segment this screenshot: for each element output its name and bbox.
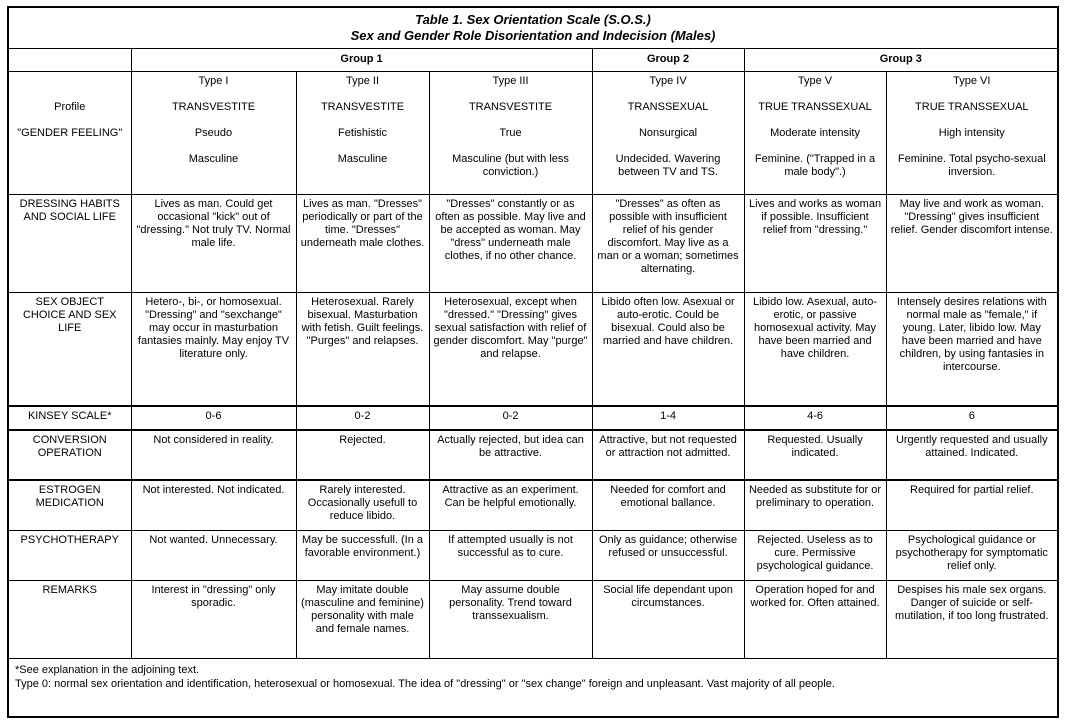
table-cell: Not wanted. Unnecessary.	[131, 530, 296, 580]
table-cell: May assume double personality. Trend toward transsexualism.	[429, 580, 592, 658]
gender-feeling-label-line: "GENDER FEELING"	[17, 126, 123, 139]
table-cell: "Dresses" as often as possible with insufficient relief of his gender discomfort. May live as a man or a woman; sometimes alternating.	[592, 194, 744, 292]
table-title	[9, 8, 1057, 49]
row-label: KINSEY SCALE*	[9, 406, 131, 430]
table-cell: May be successfull. (In a favorable environment.)	[296, 530, 429, 580]
group-2-header: Group 2	[592, 49, 744, 71]
table-cell: Rejected. Useless as to cure. Permissive psychological guidance.	[744, 530, 886, 580]
table-cell: Attractive as an experiment. Can be helpful emotionally.	[429, 480, 592, 530]
table-cell: Attractive, but not requested or attraction not admitted.	[592, 430, 744, 480]
type-category: TRANSVESTITE	[468, 100, 553, 113]
table-cell: Required for partial relief.	[886, 480, 1057, 530]
table-cell: Urgently requested and usually attained. Indicated.	[886, 430, 1057, 480]
table-cell: Rarely interested. Occasionally usefull to reduce libido.	[296, 480, 429, 530]
table-cell: Social life dependant upon circumstances.	[592, 580, 744, 658]
type-name: Type II	[345, 74, 380, 87]
table-cell: May imitate double (masculine and feminine) personality with male and female names.	[296, 580, 429, 658]
type-header-cell	[744, 71, 886, 194]
type-category: TRANSVESTITE	[171, 100, 256, 113]
type-category: TRUE TRANSSEXUAL	[915, 100, 1029, 113]
row-label: DRESSING HABITS AND SOCIAL LIFE	[9, 194, 131, 292]
table-cell: Requested. Usually indicated.	[744, 430, 886, 480]
type-feeling: Feminine. Total psycho-sexual inversion.	[897, 152, 1046, 178]
type-name: Type IV	[649, 74, 687, 87]
group-3-header: Group 3	[744, 49, 1057, 71]
table-row	[9, 292, 1057, 406]
table-row	[9, 194, 1057, 292]
table-cell: Intensely desires relations with normal male as "female," if young. Later, libido low. May have been married and have children, by using fantasies in intercourse.	[886, 292, 1057, 406]
type-variant: Pseudo	[194, 126, 233, 139]
table-cell: Not interested. Not indicated.	[131, 480, 296, 530]
type-category: TRUE TRANSSEXUAL	[758, 100, 872, 113]
table-cell: 0-2	[429, 406, 592, 430]
table-cell: Lives as man. Could get occasional "kick" out of "dressing." Not truly TV. Normal male life.	[131, 194, 296, 292]
type-feeling: Feminine. ("Trapped in a male body".)	[754, 152, 876, 178]
type-variant: Fetishistic	[338, 126, 387, 139]
type-header-cell	[131, 71, 296, 194]
table-cell: Lives as man. "Dresses" periodically or part of the time. "Dresses" underneath male clothes.	[296, 194, 429, 292]
row-label: ESTROGEN MEDICATION	[9, 480, 131, 530]
table-cell: Libido low. Asexual, auto-erotic, or passive homosexual activity. May have been married and have children.	[744, 292, 886, 406]
table-cell: Heterosexual. Rarely bisexual. Masturbation with fetish. Guilt feelings. "Purges" and relapses.	[296, 292, 429, 406]
type-feeling: Masculine	[188, 152, 239, 165]
table-cell: 0-6	[131, 406, 296, 430]
profile-label-line: Profile	[54, 100, 86, 113]
row-label: SEX OBJECT CHOICE AND SEX LIFE	[9, 292, 131, 406]
table-cell: Interest in "dressing" only sporadic.	[131, 580, 296, 658]
table-row	[9, 480, 1057, 530]
profile-row-label	[9, 71, 131, 194]
type-variant: High intensity	[938, 126, 1005, 139]
type-name: Type III	[492, 74, 529, 87]
table-cell: Only as guidance; otherwise refused or unsuccessful.	[592, 530, 744, 580]
footnotes	[9, 659, 1057, 717]
table-cell: Actually rejected, but idea can be attractive.	[429, 430, 592, 480]
row-label: REMARKS	[9, 580, 131, 658]
table-cell: Heterosexual, except when "dressed." "Dressing" gives sexual satisfaction with relief of gender discomfort. May "purge" and relapse.	[429, 292, 592, 406]
type-header-cell	[296, 71, 429, 194]
footnote-asterisk: *See explanation in the adjoining text.	[15, 663, 200, 676]
type-category: TRANSSEXUAL	[627, 100, 709, 113]
table-cell: Psychological guidance or psychotherapy for symptomatic relief only.	[886, 530, 1057, 580]
table-cell: 1-4	[592, 406, 744, 430]
table-cell: Needed as substitute for or preliminary to operation.	[744, 480, 886, 530]
type-name: Type VI	[953, 74, 991, 87]
type-name: Type V	[797, 74, 833, 87]
group-header-row	[9, 49, 1057, 71]
table-cell: 0-2	[296, 406, 429, 430]
table-row	[9, 580, 1057, 658]
table-cell: Lives and works as woman if possible. Insufficient relief from "dressing."	[744, 194, 886, 292]
table-row	[9, 530, 1057, 580]
type-feeling: Undecided. Wavering between TV and TS.	[615, 152, 721, 178]
type-feeling: Masculine	[337, 152, 388, 165]
type-header-cell	[429, 71, 592, 194]
table-title-line2: Sex and Gender Role Disorientation and Indecision (Males)	[350, 28, 716, 43]
type-feeling: Masculine (but with less conviction.)	[452, 152, 569, 178]
type-header-row	[9, 71, 1057, 194]
corner-cell	[9, 49, 131, 71]
table-row	[9, 406, 1057, 430]
row-label: CONVERSION OPERATION	[9, 430, 131, 480]
type-header-cell	[592, 71, 744, 194]
table-cell: Rejected.	[296, 430, 429, 480]
table-cell: "Dresses" constantly or as often as possible. May live and be accepted as woman. May "dress" underneath male clothes, if no other chance.	[429, 194, 592, 292]
type-variant: Nonsurgical	[638, 126, 698, 139]
table-frame	[7, 6, 1059, 718]
table-cell: May live and work as woman. "Dressing" gives insufficient relief. Gender discomfort intense.	[886, 194, 1057, 292]
table-cell: Needed for comfort and emotional ballance.	[592, 480, 744, 530]
type-category: TRANSVESTITE	[320, 100, 405, 113]
type-variant: True	[499, 126, 522, 139]
table-cell: Libido often low. Asexual or auto-erotic. Could be bisexual. Could also be married and have children.	[592, 292, 744, 406]
footnote-type0: Type 0: normal sex orientation and identification, heterosexual or homosexual. The idea of "dressing" or "sex change" foreign and unpleasant. Vast majority of all people.	[15, 677, 835, 690]
table-row	[9, 430, 1057, 480]
table-cell: 4-6	[744, 406, 886, 430]
group-1-header: Group 1	[131, 49, 592, 71]
table-cell: Hetero-, bi-, or homosexual. "Dressing" and "sexchange" may occur in masturbation fantasies mainly. May enjoy TV literature only.	[131, 292, 296, 406]
table-title-line1: Table 1. Sex Orientation Scale (S.O.S.)	[415, 12, 651, 27]
table-cell: 6	[886, 406, 1057, 430]
table-cell: Despises his male sex organs. Danger of suicide or self-mutilation, if too long frustrated.	[886, 580, 1057, 658]
table-cell: Operation hoped for and worked for. Often attained.	[744, 580, 886, 658]
sos-table	[9, 49, 1057, 659]
table-cell: If attempted usually is not successful as to cure.	[429, 530, 592, 580]
table-cell: Not considered in reality.	[131, 430, 296, 480]
type-variant: Moderate intensity	[770, 126, 860, 139]
type-header-cell	[886, 71, 1057, 194]
type-name: Type I	[198, 74, 229, 87]
row-label: PSYCHOTHERAPY	[9, 530, 131, 580]
